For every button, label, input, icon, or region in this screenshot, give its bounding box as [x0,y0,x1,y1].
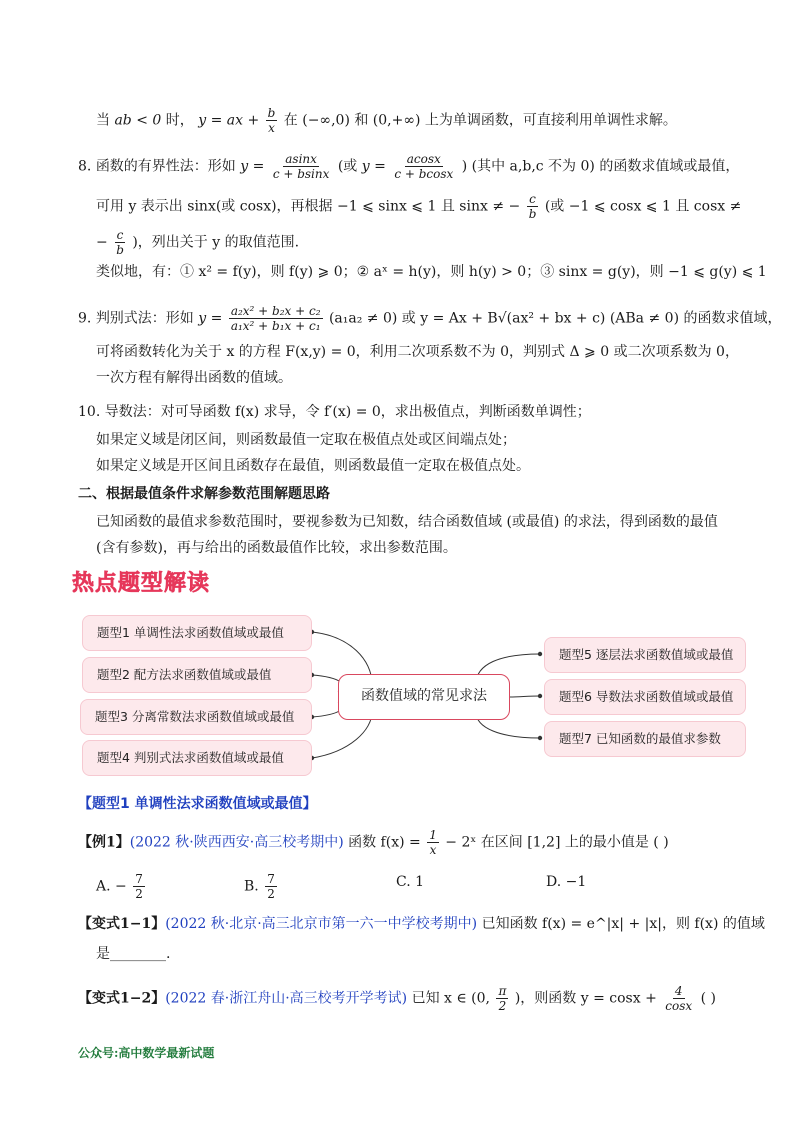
frac-numerator: 7 [267,872,275,886]
frac-denominator: x [268,121,275,135]
example-tag: 【例1】 [78,834,130,851]
item-text: (a₁a₂ ≠ 0) 或 y = Ax + B√(ax² + bx + c) (ABa ≠ 0) 的函数求值域， [328,310,782,327]
fraction [265,872,277,901]
item-text: 导数法：对可导函数 f(x) 求导，令 f′(x) = 0，求出极值点，判断函数单调性； [104,404,591,420]
variant-text: )，则函数 y = cosx + [514,990,657,1007]
hot-topics-title: 热点题型解读 [72,571,211,596]
mindmap-type6: 题型6 导数法求函数值域或最值 [544,679,746,715]
frac-denominator: b [528,207,537,221]
option-b[interactable] [244,872,279,901]
mindmap-type4: 题型4 判别式法求函数值域或最值 [82,740,312,776]
variant-text: ( ) [700,990,716,1007]
item-text: ) (其中 a,b,c 不为 0) 的函数求值域或最值， [461,158,740,175]
option-c[interactable]: C. 1 [396,874,425,890]
fraction [133,872,145,901]
mindmap-type1: 题型1 单调性法求函数值域或最值 [82,615,312,651]
frac-numerator: π [498,984,507,998]
fraction [427,828,439,857]
frac-numerator: b [267,106,276,120]
frac-numerator: c [529,192,536,206]
item-text: − [96,234,108,251]
mindmap-type3: 题型3 分离常数法求函数值域或最值 [80,699,312,735]
math-expr: y = [361,158,386,175]
variant-tag: 【变式1−1】 [78,916,166,932]
example1-line [78,828,669,857]
fraction [496,984,508,1013]
variant-source: (2022 秋·北京·高三北京市第一六一中学校考期中) [165,916,478,932]
fraction [663,984,694,1013]
mindmap-center: 函数值域的常见求法 [338,674,510,720]
item-number: 9. [78,310,92,327]
item-text: (或 [337,158,358,175]
item9-line3: 一次方程有解得出函数的值域。 [96,370,292,386]
item8-line4: 类似地，有：① x² = f(y)，则 f(y) ⩾ 0；② aˣ = h(y)，则 h(y) > 0；③ sinx = g(y)，则 −1 ⩽ g(y) ⩽ 1 [96,264,767,280]
item-text: 函数的有界性法：形如 [95,158,236,175]
frac-numerator: a₂x² + b₂x + c₂ [230,304,321,318]
frac-numerator: asinx [285,152,317,166]
section-heading: 二、根据最值条件求解参数范围解题思路 [78,486,330,502]
math-expr: y = [198,310,223,327]
intro-text: 时， [165,112,194,129]
item-number: 10. [78,404,101,420]
option-label: A. − [96,878,127,895]
math-expr: y = [240,158,265,175]
frac-denominator: 2 [498,999,507,1013]
frac-numerator: 7 [135,872,143,886]
item-number: 8. [78,158,92,175]
variant1-1-line [78,914,765,934]
example-source: (2022 秋·陕西西安·高三校考期中) [129,834,344,851]
variant-text: 已知函数 f(x) = e^|x| + |x|，则 f(x) 的值域 [481,916,765,932]
intro-condition: ab < 0 [114,112,162,129]
item10-line2: 如果定义域是闭区间，则函数最值一定取在极值点处或区间端点处； [96,432,516,448]
intro-text: 当 [96,112,110,129]
option-a[interactable] [96,872,147,901]
item-text: 判别式法：形如 [95,310,194,327]
option-d[interactable]: D. −1 [546,874,587,890]
mindmap-type5: 题型5 逐层法求函数值域或最值 [544,637,746,673]
frac-denominator: b [116,243,124,257]
section-text: (含有参数)，再与给出的函数最值作比较，求出参数范围。 [96,540,457,556]
example-text: 函数 f(x) = [348,834,421,851]
frac-numerator: 1 [429,828,437,842]
item-text: (或 −1 ⩽ cosx ⩽ 1 且 cosx ≠ [544,198,742,215]
variant1-2-line [78,984,716,1013]
footer-wechat: 公众号:高中数学最新试题 [78,1046,215,1060]
variant-source: (2022 春·浙江舟山·高三校考开学考试) [165,990,408,1007]
variant-text: 已知 x ∈ (0, [411,990,491,1007]
item10-line3: 如果定义域是开区间且函数存在最值，则函数最值一定取在极值点处。 [96,458,530,474]
frac-denominator: a₁x² + b₁x + c₁ [230,319,321,333]
option-label: B. [244,878,259,895]
frac-denominator: cosx [665,999,693,1013]
frac-numerator: 4 [674,984,683,998]
variant1-1-line2: 是________. [96,946,171,962]
item-text: 可用 y 表示出 sinx(或 cosx)，再根据 −1 ⩽ sinx ⩽ 1 且 sinx ≠ − [96,198,521,215]
frac-denominator: 2 [267,887,275,901]
mindmap-type2: 题型2 配方法求函数值域或最值 [82,657,312,693]
frac-denominator: c + bsinx [272,167,330,181]
mindmap-type7: 题型7 已知函数的最值求参数 [544,721,746,757]
frac-numerator: c [116,228,124,242]
frac-numerator: acosx [406,152,441,166]
example-text: − 2ˣ 在区间 [1,2] 上的最小值是 ( ) [445,834,669,851]
frac-denominator: x [429,843,437,857]
intro-function: y = ax + [198,112,260,129]
item9-line2: 可将函数转化为关于 x 的方程 F(x,y) = 0，利用二次项系数不为 0，判别式 Δ ⩾ 0 或二次项系数为 0， [96,344,739,360]
intro-text: 在 (−∞,0) 和 (0,+∞) 上为单调函数，可直接利用单调性求解。 [283,112,677,129]
frac-denominator: 2 [135,887,143,901]
item-text: )，列出关于 y 的取值范围. [132,234,300,251]
frac-denominator: c + bcosx [394,167,454,181]
type1-heading: 【题型1 单调性法求函数值域或最值】 [78,796,317,812]
variant-tag: 【变式1−2】 [78,990,166,1007]
section-text: 已知函数的最值求参数范围时，要视参数为已知数，结合函数值域 (或最值) 的求法，得到函数的最值 [96,514,718,530]
